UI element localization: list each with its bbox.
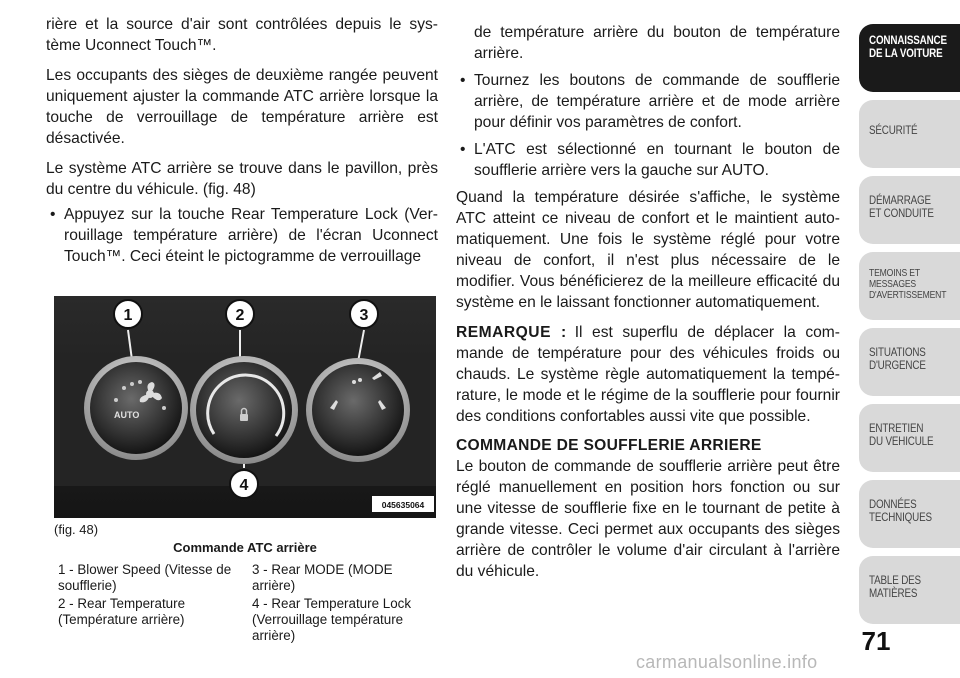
- bullet-item: • Tournez les boutons de commande de soufflerie arrière, de température arrière et de mode arrière pour définir vos paramètres de confort.: [456, 70, 840, 133]
- tab-securite[interactable]: SÉCURITÉ: [859, 100, 960, 168]
- bullet-item: • Appuyez sur la touche Rear Temperature Lock (Ver-rouillage température arrière) de l'écran Uconnect Touch™. Ceci éteint le pictogramme de verrouillage: [46, 204, 438, 267]
- right-column: [456, 22, 840, 591]
- svg-text:2: 2: [235, 307, 245, 324]
- chapter-tabs: [859, 24, 960, 642]
- svg-text:1: 1: [123, 307, 133, 324]
- watermark: carmanualsonline.info: [636, 652, 818, 672]
- note-label: REMARQUE :: [456, 324, 567, 341]
- paragraph: rière et la source d'air sont contrôlées depuis le sys-tème Uconnect Touch™.: [46, 16, 438, 54]
- svg-text:3: 3: [359, 307, 369, 324]
- figure-rear-atc: [54, 296, 436, 518]
- paragraph: Le système ATC arrière se trouve dans le pavillon, près du centre du véhicule. (fig. 48): [46, 160, 438, 198]
- legend-item: 1 - Blower Speed (Vitesse de soufflerie): [58, 562, 232, 593]
- tab-situations[interactable]: SITUATIONS D'URGENCE: [859, 328, 960, 396]
- knob-auto-label: AUTO: [114, 410, 140, 420]
- paragraph: Le bouton de commande de soufflerie arrière peut être réglé manuellement en position hors fonction ou sur une vitesse de soufflerie fixe en le tournant de petite à grande vitesse. Ceci permet aux occupants des sièges arrière de contrôler le volume d'air circulant à l'arrière du véhicule.: [456, 458, 840, 580]
- note-text: Il est superflu de déplacer la com-mande de température pour des véhicules froids ou chauds. Le système règle automatiquement la tempé-rature, le mode et le régime de la soufflerie pour fournir des conditions confortables aussi vite que possible.: [456, 324, 840, 425]
- legend-item: 3 - Rear MODE (MODE arrière): [252, 562, 393, 593]
- paragraph: Quand la température désirée s'affiche, le système ATC atteint ce niveau de confort et le maintient auto-matiquement. Une fois le système réglé pour votre niveau de confort, il n'est plus nécessaire de le modifier. Vous bénéficierez de la meilleure efficacité du système en le laissant fonctionner automatiquement.: [456, 189, 840, 311]
- bullet-item: • L'ATC est sélectionné en tournant le bouton de soufflerie arrière vers la gauche sur AUTO.: [456, 139, 840, 181]
- legend-item: 2 - Rear Temperature (Température arrière): [58, 596, 186, 627]
- tab-donnees[interactable]: DONNÉES TECHNIQUES: [859, 480, 960, 548]
- tab-temoins[interactable]: TEMOINS ET MESSAGES D'AVERTISSEMENT: [859, 252, 960, 320]
- section-heading: COMMANDE DE SOUFFLERIE ARRIERE: [456, 437, 762, 454]
- bullet-continuation: de température arrière du bouton de température arrière.: [474, 24, 840, 62]
- tab-demarrage[interactable]: DÉMARRAGE ET CONDUITE: [859, 176, 960, 244]
- callout-1: [114, 300, 142, 328]
- left-column: [46, 14, 438, 273]
- callout-2: [226, 300, 254, 328]
- tab-connaissance[interactable]: CONNAISSANCE DE LA VOITURE: [859, 24, 960, 92]
- callout-4: [230, 470, 258, 498]
- tab-entretien[interactable]: ENTRETIEN DU VEHICULE: [859, 404, 960, 472]
- legend-item: 4 - Rear Temperature Lock (Verrouillage température arrière): [252, 596, 412, 643]
- note-paragraph: [456, 322, 840, 427]
- figure-caption: (fig. 48): [54, 522, 99, 537]
- tab-table-des-matieres[interactable]: TABLE DES MATIÈRES: [859, 556, 960, 624]
- callout-3: [350, 300, 378, 328]
- figure-title: Commande ATC arrière: [173, 540, 317, 555]
- figure-code: 045635064: [381, 500, 425, 510]
- page-number: 71: [861, 626, 891, 656]
- paragraph: Les occupants des sièges de deuxième rangée peuvent uniquement ajuster la commande ATC arrière lorsque la touche de verrouillage de température arrière est désactivée.: [46, 67, 438, 147]
- figure-illustration: [54, 296, 436, 518]
- svg-text:4: 4: [239, 477, 249, 494]
